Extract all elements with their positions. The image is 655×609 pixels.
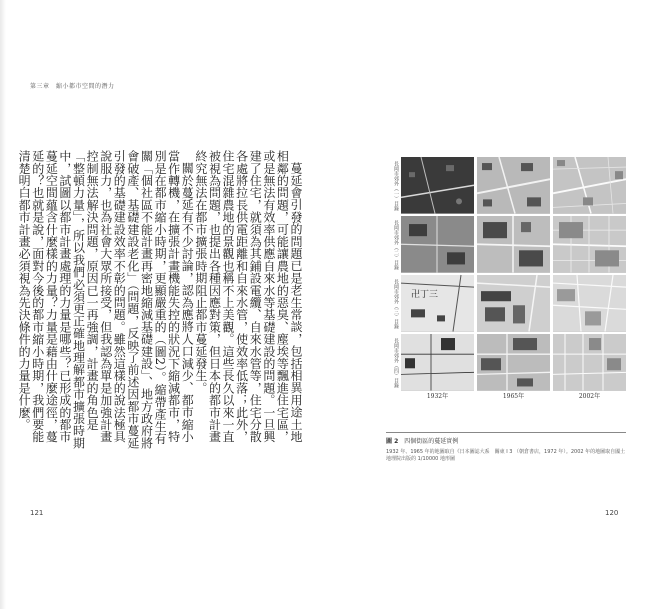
body-paragraph: 蔓延會引發的問題已是老生常談，包括相異用途土地相鄰的問題，可能讓農地的惡臭、塵埃等飄進住宅區，或是無法有效率供應自來水等基礎建設的問題。一旦興建了住宅，就須為其鋪設電纜、自來水管等，住宅分散各處將拉長供電距離和自來水管，使效率低落；此外，住宅混雜農地的景觀也稱不上美觀。這些長久以來一直被視為問題，也提出各種因應對策，但日本的都市計畫終究無法在都市擴張時期阻止都市蔓延發生。 [193,150,303,443]
row-label: 長岡市郊外（三）目錄 [393,279,399,329]
figure-row-labels [386,157,399,389]
map-grid [401,157,626,389]
map-cell [477,157,550,214]
map-cell [553,216,626,273]
running-head: 第三章 縮小都市空間的潛力 [30,83,115,90]
map-cell [553,334,626,391]
map-cell [477,216,550,273]
map-cell [477,275,550,332]
map-cell [477,334,550,391]
row-label: 長岡市郊外（四）目錄 [393,338,399,388]
page-number-left: 121 [30,509,44,517]
year-label: 2002年 [578,393,601,400]
year-label: 1965年 [502,393,525,400]
year-label: 1932年 [426,393,449,400]
map-cell [401,275,474,332]
body-text [17,150,303,450]
map-figure [386,157,626,427]
map-cell [553,157,626,214]
map-cell [401,157,474,214]
map-cell [553,275,626,332]
body-paragraph: 關於蔓延有不少討論，認為應將人口減少、都市縮小當作轉機，在擴張計畫機能失控的狀況下縮減都市，特別是在都市縮小時期，更顯嚴重的（圖2）。縮帶產生有關「個社區不能計畫再密地縮減基礎建設」、地方政府將會破產、基礎建設老化」（問題，反映了前述因都市蔓延引發的基礎建設效率不彰的問題。雖然這樣的說法極具說服力，也為社會大眾所接受，但我認為單是加強計畫控制無法解決問題，原因已一再強調，計畫的角色是「整頓力量」，所以我們必須更正確地理解都市擴張時期中，試圖以都市計畫處理的力量是哪些？已形成的都市蔓延空間蘊含什麼樣的力量？力量是藉由什麼途徑，蔓延的？也就是說，面對今後的都市縮小時期，我們要能清楚明白都市計畫必須視為先決條件的力量是什麼。 [17,150,195,449]
map-cell [401,216,474,273]
figure-year-labels [401,391,626,401]
row-label: 長岡市郊外（二）目錄 [393,220,399,270]
figure-source: 1932 年、1965 年的地圖取自《日本圖誌大系 關東 I 3 （朝倉書店，1972 年）。2002 年的地圖取自國土地理院出版的 1/10000 地形圖 [386,449,626,462]
figure-number: 圖 2 [386,438,399,445]
svg-text:卍丁三: 卍丁三 [411,290,438,301]
row-label: 長岡市郊外（一）目錄 [393,161,399,211]
figure-title: 四個街區的蔓延實例 [404,438,459,445]
figure-caption [386,432,626,445]
page-gutter-left [0,0,6,609]
map-cell [401,334,474,391]
page-number-right: 120 [605,509,619,517]
